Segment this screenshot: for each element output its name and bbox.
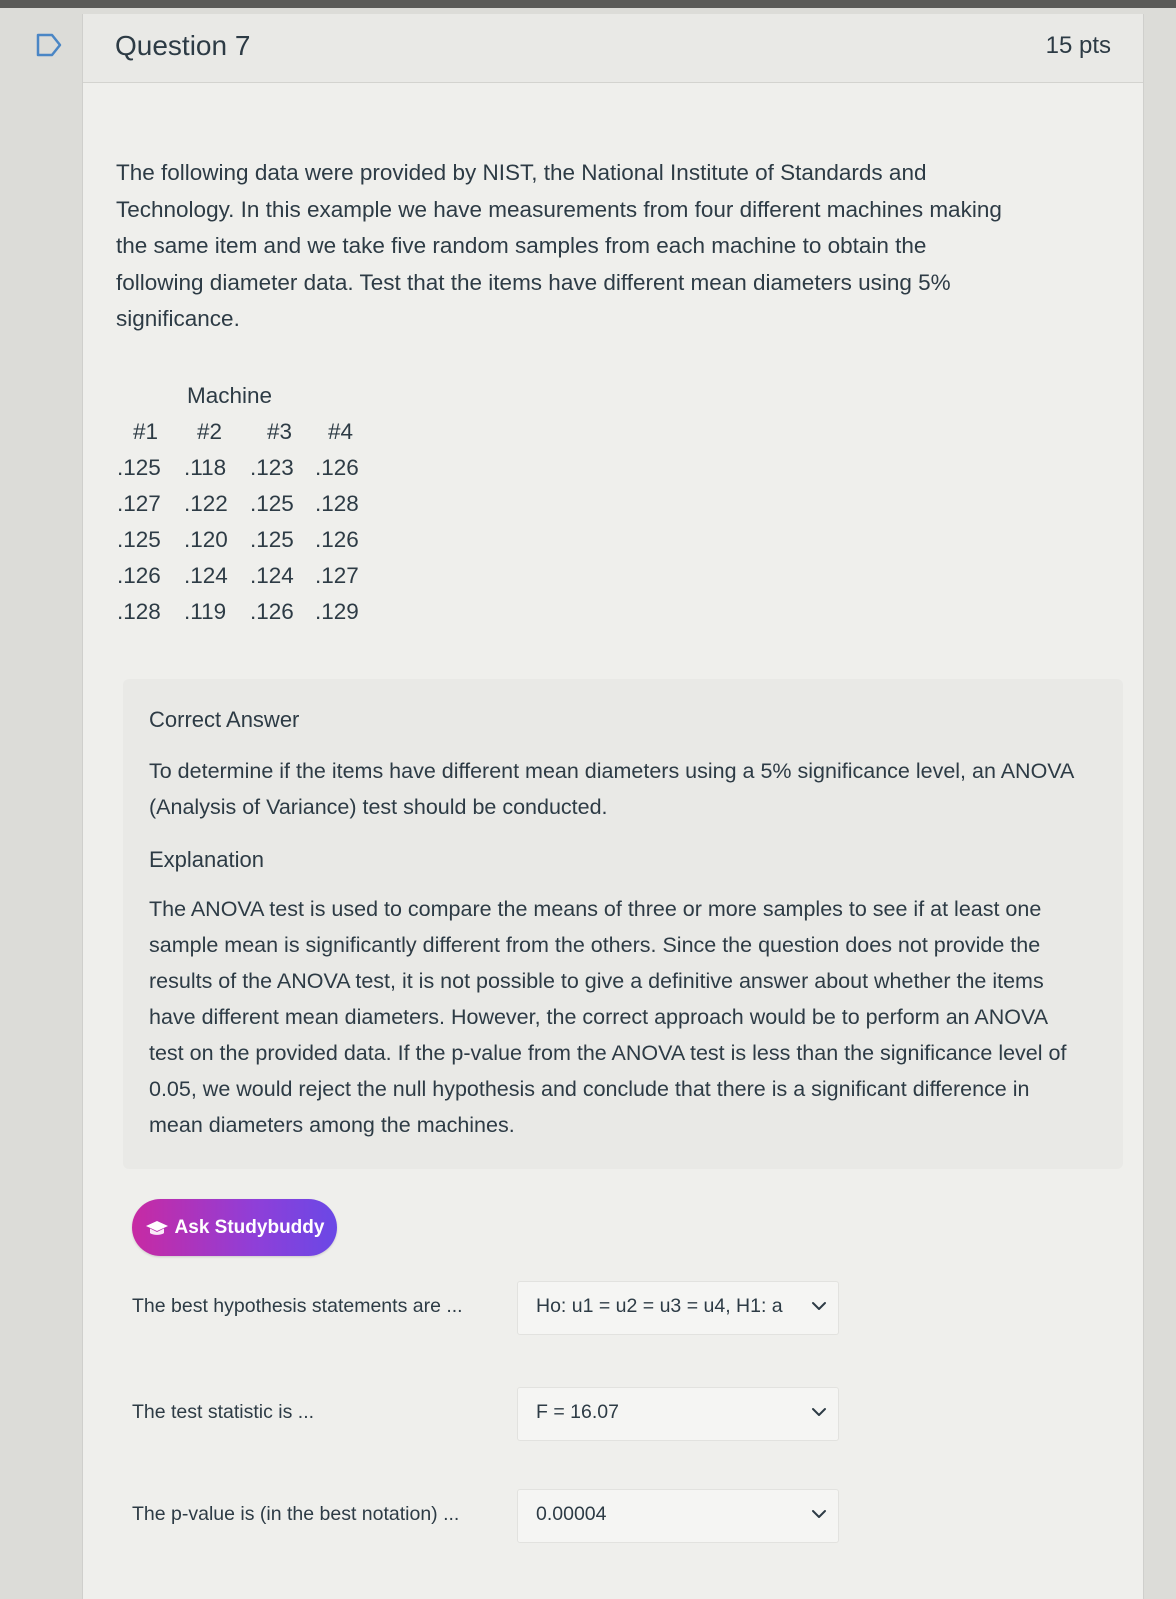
table-cell: .125 — [117, 527, 161, 552]
correct-answer-box — [123, 679, 1123, 1169]
ask-studybuddy-button[interactable] — [132, 1199, 337, 1256]
window-top-bar — [0, 0, 1176, 8]
table-cell: .120 — [184, 527, 228, 552]
test-statistic-selected-value: F = 16.07 — [536, 1401, 619, 1423]
p-value-select[interactable] — [517, 1489, 839, 1543]
graduation-cap-icon — [145, 1219, 169, 1237]
table-cell: .125 — [250, 491, 294, 516]
explanation-heading: Explanation — [149, 847, 264, 872]
table-header: #3 — [267, 419, 293, 444]
table-header: #2 — [197, 419, 223, 444]
table-cell: .126 — [315, 455, 359, 480]
table-cell: .129 — [315, 599, 359, 624]
table-cell: .126 — [315, 527, 359, 552]
table-cell: .122 — [184, 491, 228, 516]
table-header: #1 — [133, 419, 159, 444]
question-points: 15 pts — [1045, 32, 1111, 59]
p-value-selected-value: 0.00004 — [536, 1503, 607, 1525]
table-cell: .125 — [117, 455, 161, 480]
p-value-label: The p-value is (in the best notation) ... — [132, 1503, 460, 1525]
question-title: Question 7 — [115, 30, 251, 61]
table-cell: .124 — [250, 563, 294, 588]
question-prompt: The following data were provided by NIST, the National Institute of Standards and Technology. In this example we have measurements from four different machines making the same item and we take five random samples from each machine to obtain the following diameter data. Test that the items have different mean diameters using 5% significance. — [116, 160, 1002, 332]
table-cell: .124 — [184, 563, 228, 588]
hypothesis-select[interactable] — [517, 1281, 839, 1335]
chevron-down-icon — [810, 1405, 828, 1419]
table-cell: .118 — [184, 455, 227, 480]
chevron-down-icon — [810, 1507, 828, 1521]
correct-answer-text: To determine if the items have different mean diameters using a 5% significance level, an ANOVA (Analysis of Variance) test should be conducted. — [149, 759, 1074, 819]
hypothesis-row — [132, 1281, 1092, 1337]
test-statistic-label: The test statistic is ... — [132, 1401, 315, 1423]
chevron-down-icon — [810, 1299, 828, 1313]
bookmark-icon[interactable] — [36, 33, 62, 57]
table-cell: .126 — [250, 599, 294, 624]
table-cell: .126 — [117, 563, 161, 588]
p-value-row — [132, 1489, 1092, 1545]
explanation-text: The ANOVA test is used to compare the means of three or more samples to see if at least one sample mean is significantly different from the others. Since the question does not provide the results of the ANOVA test, it is not possible to give a definitive answer about whether the items have different mean diameters. However, the correct approach would be to perform an ANOVA test on the provided data. If the p-value from the ANOVA test is less than the significance level of 0.05, we would reject the null hypothesis and conclude that there is a significant difference in mean diameters among the machines. — [149, 897, 1067, 1137]
ask-studybuddy-label: Ask Studybuddy — [174, 1216, 325, 1238]
table-caption: Machine — [187, 383, 273, 408]
table-cell: .125 — [250, 527, 294, 552]
table-cell: .128 — [117, 599, 161, 624]
hypothesis-label: The best hypothesis statements are ... — [132, 1295, 463, 1317]
hypothesis-selected-value: Ho: u1 = u2 = u3 = u4, H1: a — [536, 1295, 783, 1317]
table-header: #4 — [328, 419, 354, 444]
table-cell: .127 — [117, 491, 161, 516]
question-card — [82, 14, 1144, 1599]
table-cell: .123 — [250, 455, 294, 480]
question-header — [83, 14, 1143, 83]
table-cell: .119 — [184, 599, 227, 624]
table-cell: .127 — [315, 563, 359, 588]
correct-answer-heading: Correct Answer — [149, 707, 300, 732]
table-cell: .128 — [315, 491, 359, 516]
test-statistic-row — [132, 1387, 1092, 1443]
test-statistic-select[interactable] — [517, 1387, 839, 1441]
question-body — [83, 83, 1143, 1599]
